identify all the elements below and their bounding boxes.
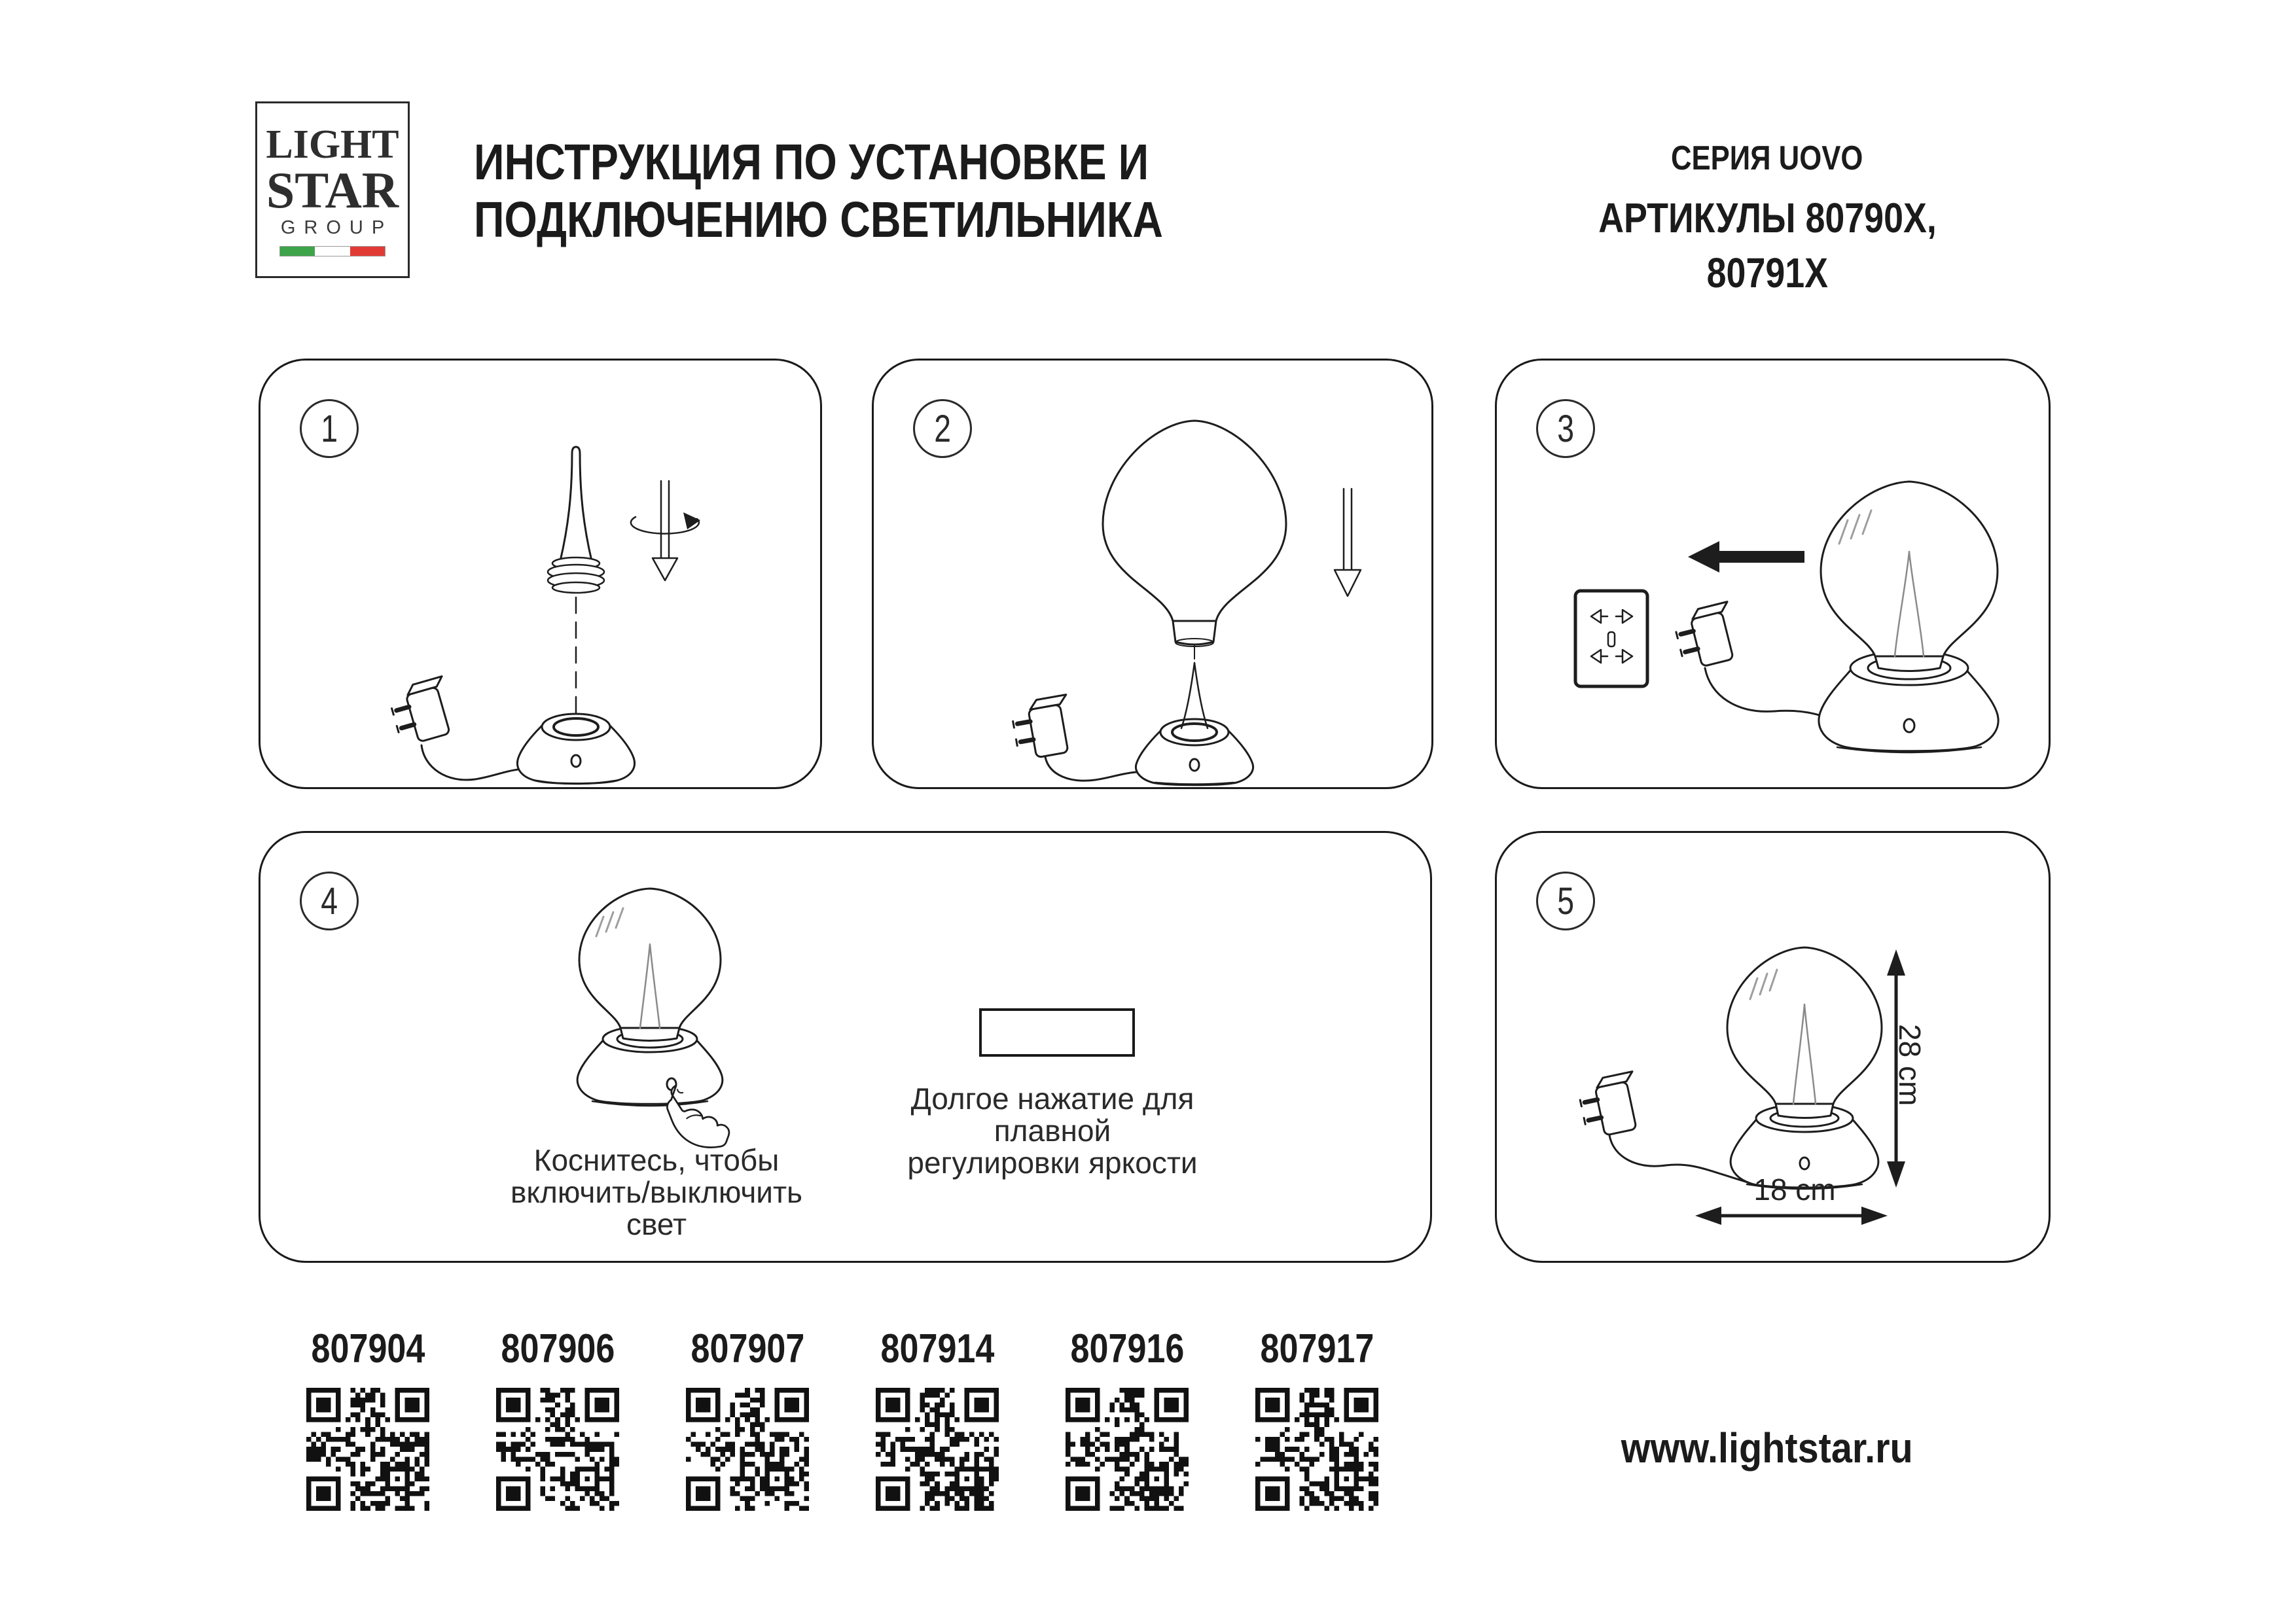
step-4-illustration — [260, 833, 1430, 1261]
article-number: 807904 — [311, 1326, 425, 1371]
articles-label-line2: 80791Х — [1706, 249, 1828, 296]
logo-text-light: LIGHT — [266, 122, 399, 167]
lamp-shade-icon — [579, 889, 721, 1041]
page-title-line2: ПОДКЛЮЧЕНИЮ СВЕТИЛЬНИКА — [474, 192, 1164, 248]
down-arrow-icon — [1335, 489, 1361, 596]
step-1-panel — [259, 359, 822, 789]
article-number: 807916 — [1070, 1326, 1184, 1371]
lamp-shade-icon — [1821, 482, 1998, 671]
step-2-panel — [872, 359, 1433, 789]
qr-code — [686, 1388, 809, 1511]
article-number: 807907 — [691, 1326, 804, 1371]
article-number: 807917 — [1260, 1326, 1374, 1371]
power-adapter-icon — [1672, 602, 1741, 671]
article-number: 807906 — [501, 1326, 615, 1371]
left-arrow-icon — [1688, 541, 1804, 573]
page-title-line1: ИНСТРУКЦИЯ ПО УСТАНОВКЕ И — [474, 134, 1149, 190]
article-number: 807914 — [880, 1326, 994, 1371]
step-3-panel — [1495, 359, 2051, 789]
article-column — [842, 1326, 1032, 1511]
lamp-shade-icon — [1103, 421, 1286, 646]
rotate-down-arrow-icon — [631, 481, 700, 580]
article-column — [273, 1326, 463, 1511]
lamp-shade-icon — [1727, 947, 1882, 1118]
step-3-illustration — [1497, 361, 2049, 787]
qr-code — [306, 1388, 429, 1511]
step-3-badge: 3 — [1536, 399, 1595, 458]
hold-caption: Долгое нажатие для плавной регулировки яркости — [907, 1082, 1198, 1180]
touch-caption: Коснитесь, чтобы включить/выключить свет — [510, 1143, 803, 1241]
qr-code — [496, 1388, 619, 1511]
step-1-illustration — [260, 361, 820, 787]
series-label: СЕРИЯ UOVO — [1671, 139, 1863, 177]
hold-button-box — [979, 1008, 1135, 1057]
width-arrow-icon — [1695, 1207, 1888, 1225]
italy-flag-icon — [279, 246, 386, 256]
qr-code — [876, 1388, 999, 1511]
article-column — [653, 1326, 842, 1511]
wall-socket-icon — [1575, 591, 1647, 686]
step-2-badge: 2 — [913, 399, 972, 458]
step-5-badge: 5 — [1536, 872, 1595, 930]
article-column — [1032, 1326, 1222, 1511]
step-5-panel — [1495, 831, 2051, 1263]
lightstar-logo — [255, 101, 410, 278]
qr-code — [1066, 1388, 1189, 1511]
logo-text-star: STAR — [266, 162, 399, 219]
step-4-panel — [259, 831, 1432, 1263]
step-2-illustration — [874, 361, 1431, 787]
logo-text-group: GROUP — [280, 217, 393, 238]
power-adapter-icon — [1010, 695, 1076, 761]
article-column — [1222, 1326, 1412, 1511]
article-column — [463, 1326, 653, 1511]
power-adapter-icon — [1577, 1072, 1644, 1139]
height-dimension-label: 28 cm — [1893, 1024, 1927, 1106]
width-dimension-label: 18 cm — [1753, 1173, 1836, 1207]
qr-code — [1255, 1388, 1378, 1511]
spike-icon — [548, 447, 604, 593]
power-adapter-icon — [387, 677, 457, 747]
step-1-badge: 1 — [300, 399, 359, 458]
articles-label-line1: АРТИКУЛЫ 80790Х, — [1598, 194, 1937, 241]
step-4-badge: 4 — [300, 872, 359, 930]
website-url: www.lightstar.ru — [1621, 1424, 1913, 1472]
